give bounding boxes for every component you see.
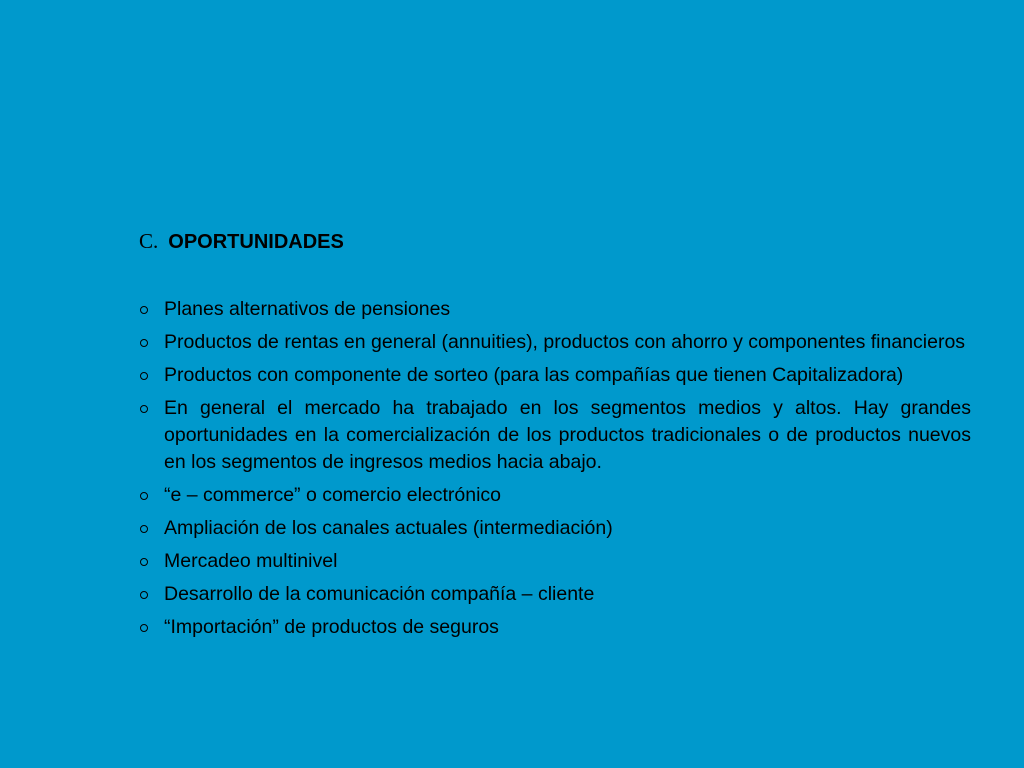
bullet-list (139, 296, 971, 641)
section-letter: C. (139, 229, 159, 253)
bullet-text: Desarrollo de la comunicación compañía – cliente (164, 583, 595, 605)
list-item (139, 515, 971, 542)
bullet-icon (139, 362, 164, 389)
list-item (139, 482, 971, 509)
section-title: OPORTUNIDADES (168, 231, 344, 253)
bullet-text: En general el mercado ha trabajado en los segmentos medios y altos. Hay grandes oportunidades en la comercialización de los productos tradicionales o de productos nuevos en los segmentos de ingresos medios hacia abajo. (164, 397, 971, 473)
list-item (139, 362, 971, 389)
bullet-text: Ampliación de los canales actuales (intermediación) (164, 517, 613, 539)
bullet-icon (139, 395, 164, 422)
bullet-text: “Importación” de productos de seguros (164, 616, 499, 638)
list-item (139, 614, 971, 641)
list-item (139, 329, 971, 356)
bullet-text: Productos de rentas en general (annuities), productos con ahorro y componentes financieros (164, 331, 966, 353)
bullet-icon (139, 614, 164, 641)
bullet-text: Productos con componente de sorteo (para las compañías que tienen Capitalizadora) (164, 364, 904, 386)
bullet-icon (139, 482, 164, 509)
bullet-icon (139, 515, 164, 542)
bullet-text: “e – commerce” o comercio electrónico (164, 484, 502, 506)
list-item (139, 296, 971, 323)
bullet-icon (139, 548, 164, 575)
bullet-icon (139, 581, 164, 608)
bullet-icon (139, 296, 164, 323)
list-item (139, 548, 971, 575)
slide-content (139, 229, 971, 647)
bullet-text: Mercadeo multinivel (164, 550, 338, 572)
list-item (139, 395, 971, 476)
section-heading (139, 229, 971, 259)
bullet-text: Planes alternativos de pensiones (164, 298, 451, 320)
list-item (139, 581, 971, 608)
bullet-icon (139, 329, 164, 356)
